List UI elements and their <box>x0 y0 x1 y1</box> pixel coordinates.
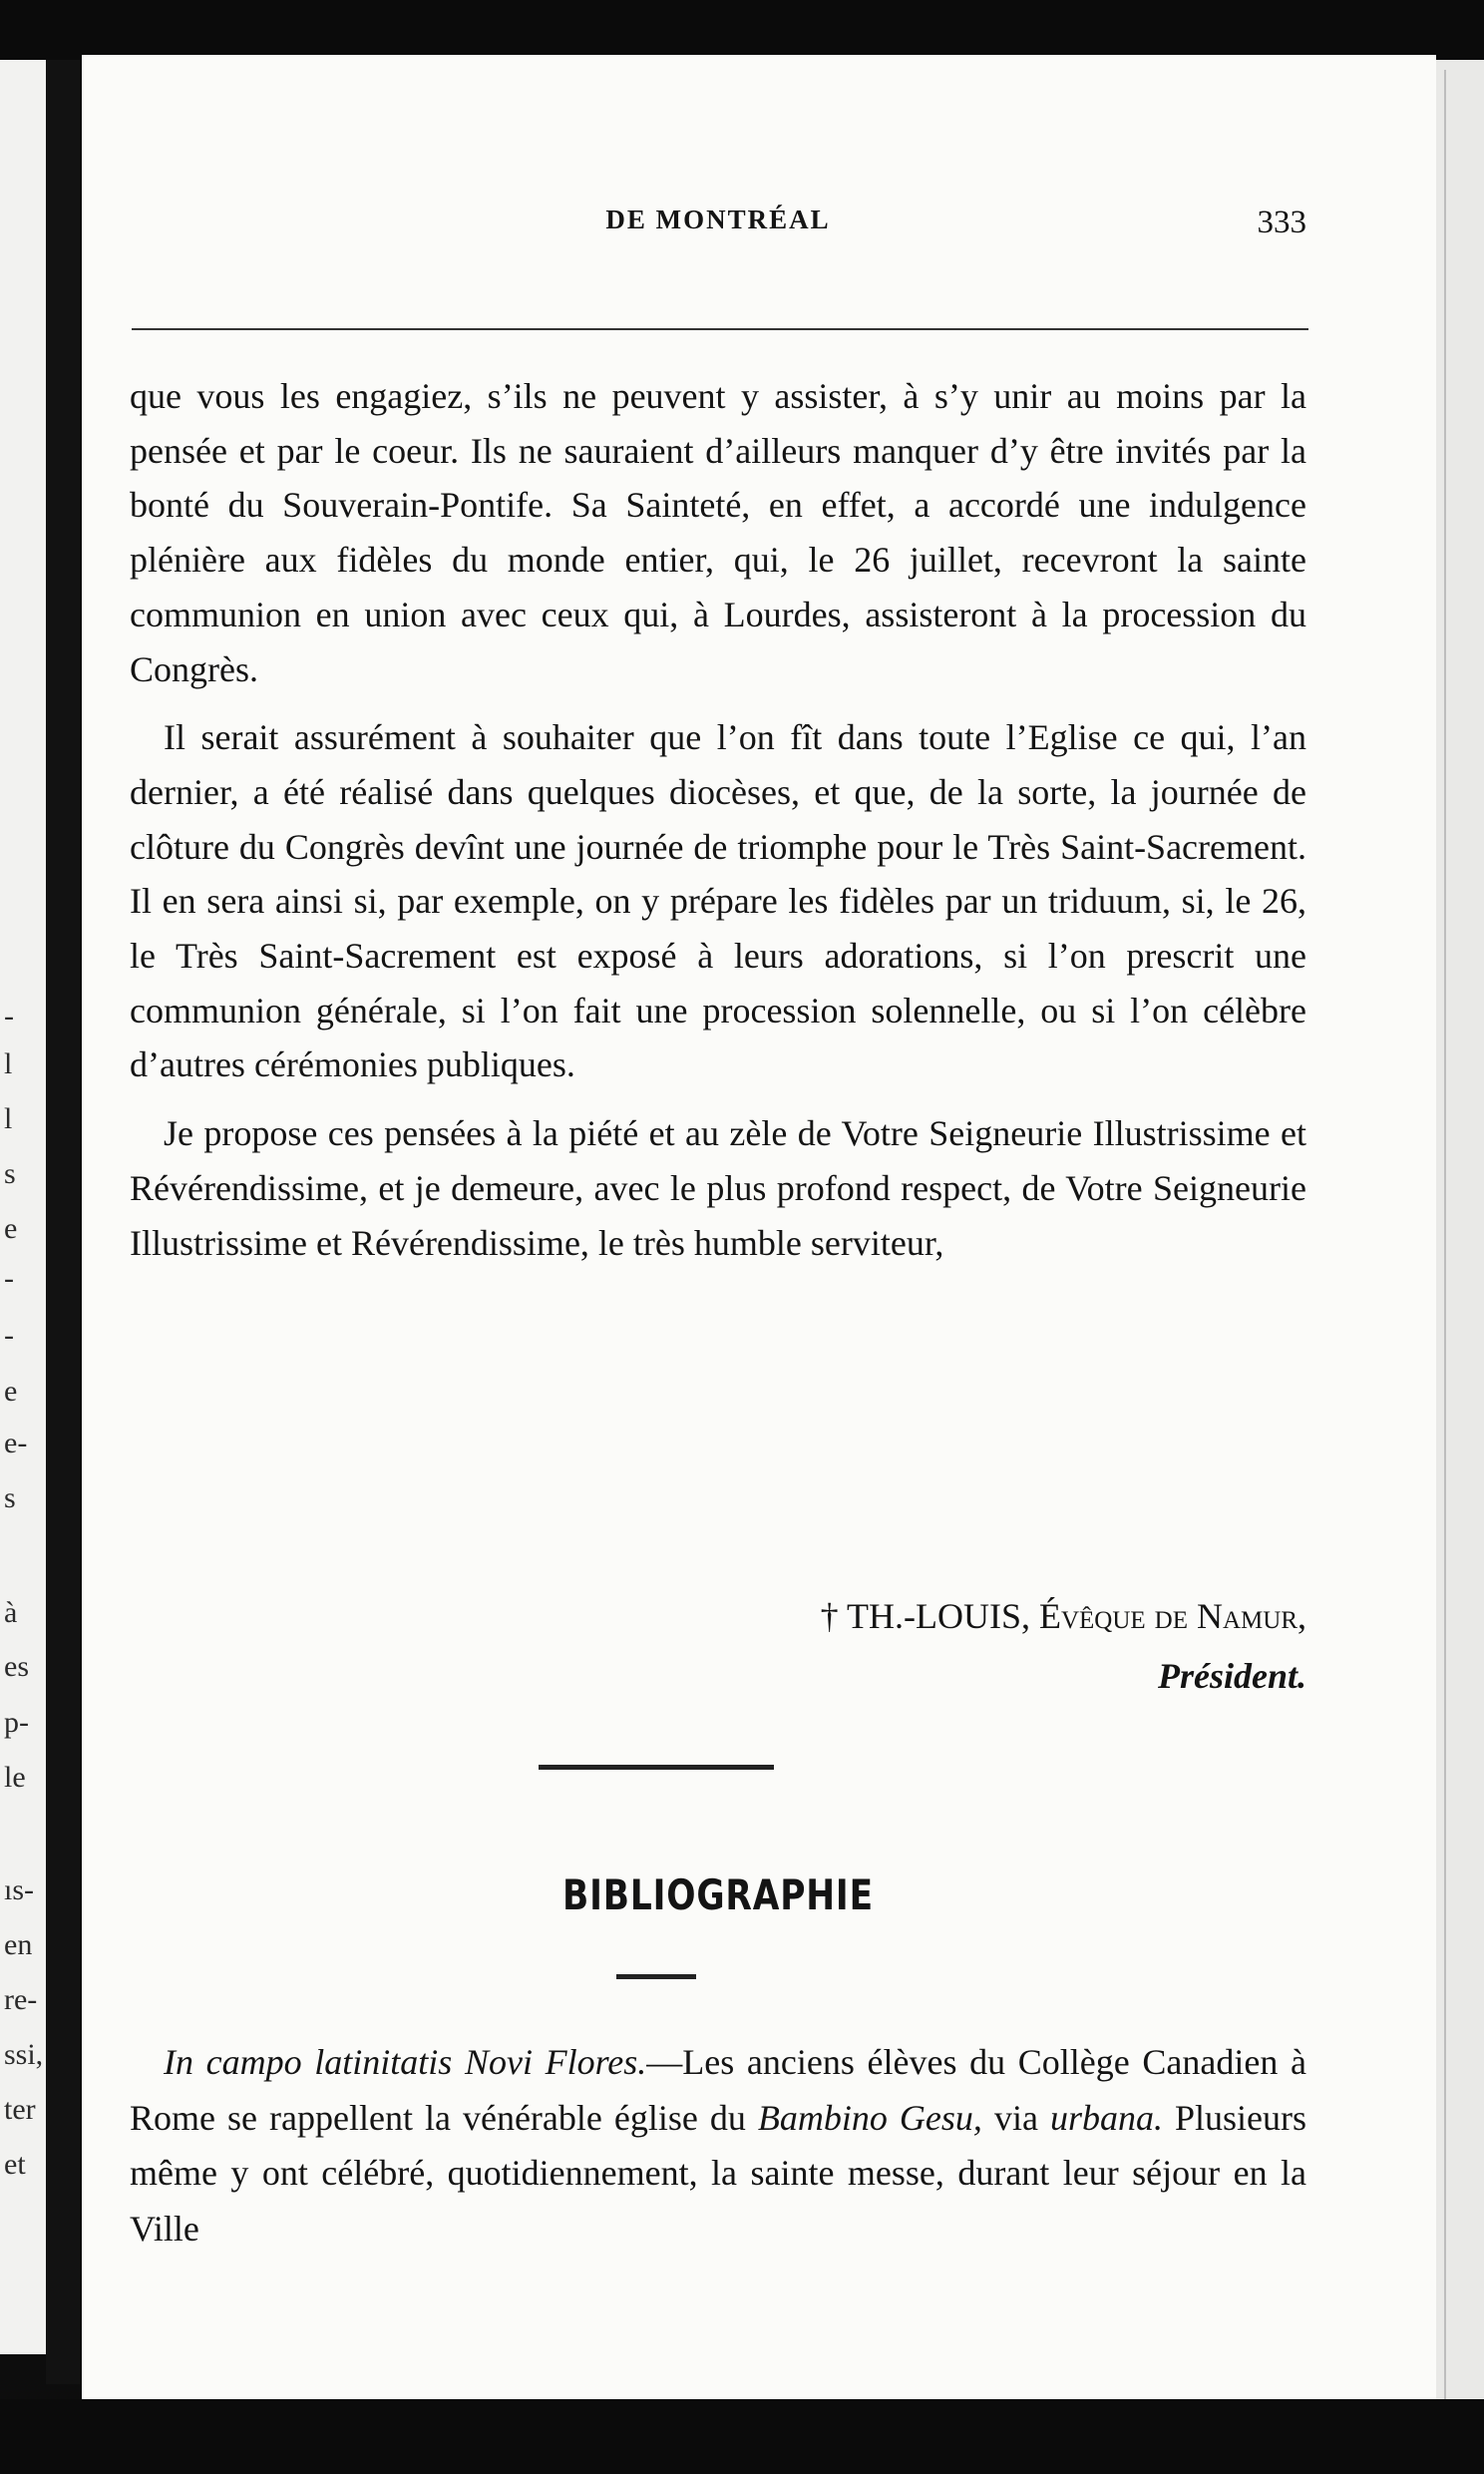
letter-signature <box>130 1586 1306 1706</box>
text-run: —Les anciens élèves du Collège Canadien à Rome se rappellent la vénérable église du <box>130 2042 1307 2138</box>
adjacent-page-fragment: ter <box>4 2093 36 2126</box>
paragraph: Il serait assurément à souhaiter que l’on fît dans toute l’Eglise ce qui, l’an dernier, a été réalisé dans quelques diocèses, et que, de la sorte, la journée de clôture du Congrès devînt une journée de triomphe pour le Très Saint-Sacrement. Il en sera ainsi si, par exemple, on y prépare les fidèles par un triduum, si, le 26, le Très Saint-Sacrement est exposé à leurs adorations, si l’on prescrit une communion générale, si l’on fait une procession solennelle, ou si l’on célèbre d’autres cérémonies publiques. <box>130 717 1306 1085</box>
page-stack-line <box>1444 70 1446 2414</box>
top-scan-border <box>0 0 1484 60</box>
church-name: Bambino Gesu, <box>757 2097 982 2138</box>
signature-line <box>130 1586 1306 1646</box>
text-run: via <box>981 2097 1050 2138</box>
adjacent-page-fragment: s <box>4 1157 16 1190</box>
adjacent-page-fragment: le <box>4 1761 26 1794</box>
street-name: urbana. <box>1049 2097 1163 2138</box>
adjacent-page-fragment: s <box>4 1481 16 1514</box>
bottom-scan-border <box>0 2399 1484 2474</box>
bibliography-section <box>130 2035 1306 2257</box>
adjacent-page-fragment: e <box>4 1212 18 1245</box>
adjacent-page-fragment: p- <box>4 1706 29 1739</box>
adjacent-page-fragment: en <box>4 1928 33 1961</box>
adjacent-page-fragment: - <box>4 1000 14 1032</box>
text-run: Plusieurs même y ont célébré, quotidiennement, la sainte messe, durant leur séjour en la Ville <box>130 2097 1307 2249</box>
adjacent-page-fragment: ssi, <box>4 2038 44 2071</box>
book-page <box>82 55 1436 2399</box>
adjacent-page-fragment: - <box>4 1262 14 1295</box>
heading-underline-rule <box>616 1974 696 1979</box>
adjacent-page-edge <box>0 60 46 2354</box>
adjacent-page-fragment: - <box>4 1319 14 1352</box>
adjacent-page-fragment: ıs- <box>4 1873 34 1906</box>
paragraph: que vous les engagiez, s’ils ne peuvent y assister, à s’y unir au moins par la pensée et par le coeur. Ils ne sauraient d’ailleurs manquer d’y être invités par la bonté du Souverain-Pontife. Sa Sainteté, en effet, a accordé une indulgence plénière aux fidèles du monde entier, qui, le 26 juillet, recevront la sainte communion en union avec ceux qui, à Lourdes, assisteront à la procession du Congrès. <box>130 376 1306 689</box>
page-number: 333 <box>1257 205 1306 240</box>
book-title: In campo latinitatis Novi Flores. <box>164 2042 647 2082</box>
bibliography-paragraph <box>130 2035 1306 2257</box>
signatory-role: Président. <box>1158 1656 1306 1696</box>
adjacent-page-fragment: e- <box>4 1427 28 1459</box>
adjacent-page-fragment: e <box>4 1375 18 1408</box>
book-gutter-shadow <box>46 60 80 2384</box>
signatory-name: † TH.-LOUIS, <box>820 1596 1030 1636</box>
adjacent-page-fragment: et <box>4 2148 26 2181</box>
adjacent-page-fragment: es <box>4 1650 29 1683</box>
running-header <box>130 205 1306 254</box>
adjacent-page-fragment: l <box>4 1102 13 1135</box>
section-divider-rule <box>539 1765 774 1770</box>
adjacent-page-fragment: re- <box>4 1983 38 2016</box>
running-head-title: DE MONTRÉAL <box>605 205 831 234</box>
section-heading: BIBLIOGRAPHIE <box>562 1870 874 1919</box>
header-rule <box>132 328 1308 330</box>
adjacent-page-fragment: à <box>4 1596 18 1629</box>
letter-body <box>130 369 1306 1284</box>
adjacent-page-fragment: l <box>4 1047 13 1080</box>
signatory-title: Évêque de Namur, <box>1038 1596 1306 1636</box>
paragraph: Je propose ces pensées à la piété et au zèle de Votre Seigneurie Illustrissime et Révérendissime, et je demeure, avec le plus profond respect, de Votre Seigneurie Illustrissime et Révérendissime, le très humble serviteur, <box>130 1113 1306 1263</box>
